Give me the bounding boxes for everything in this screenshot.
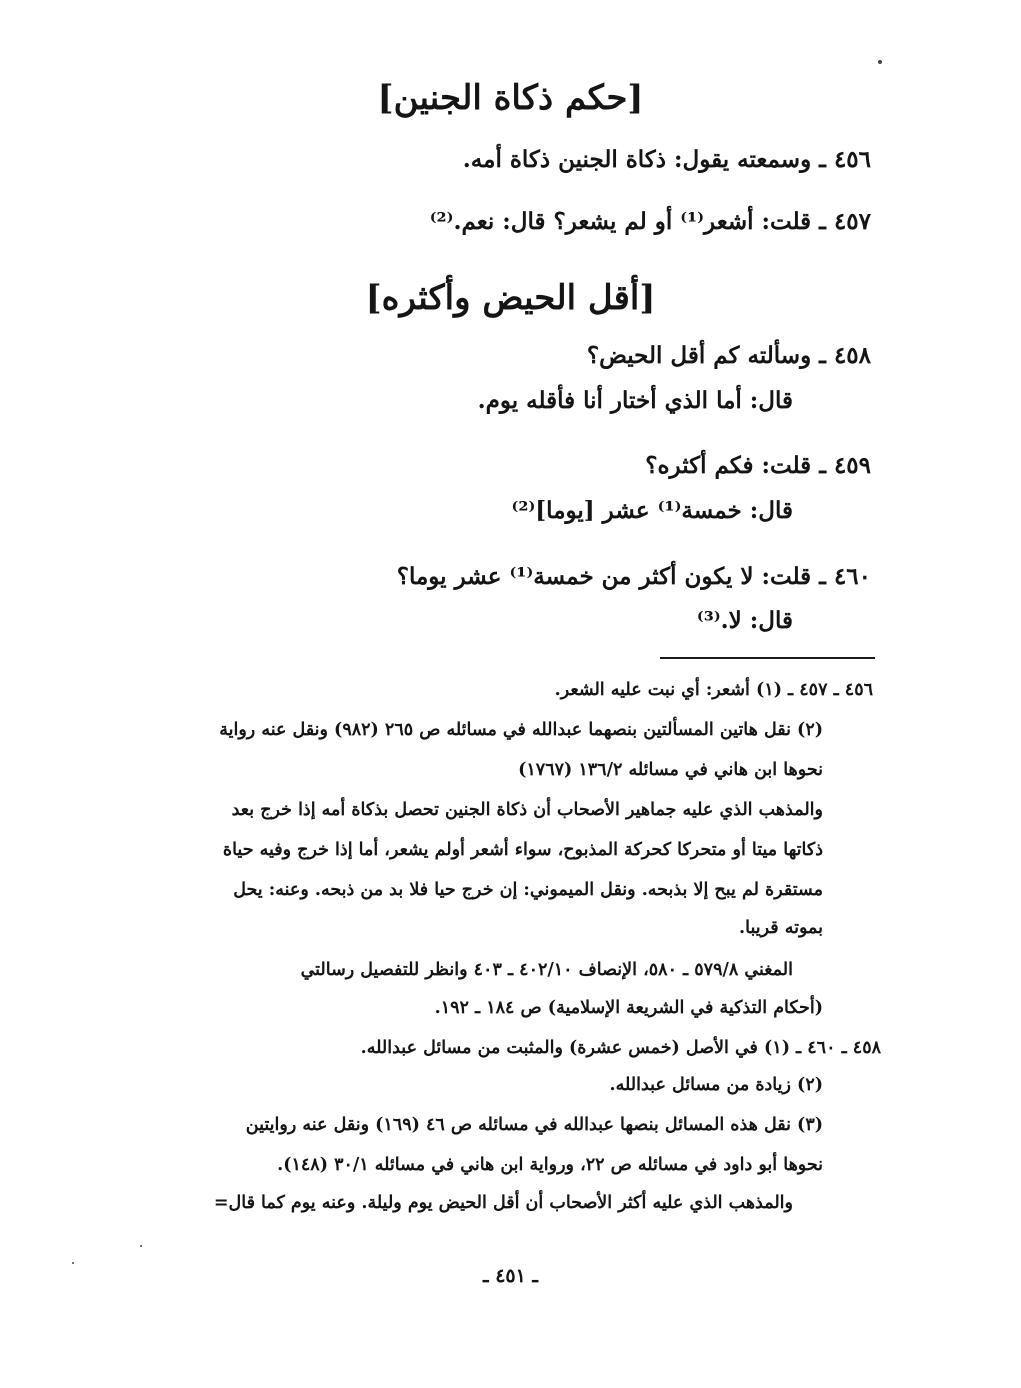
footnote-separator [660,657,875,659]
item-456: ٤٥٦ ـ وسمعته يقول: ذكاة الجنين ذكاة أمه. [462,146,871,173]
item-459-question: ٤٥٩ ـ قلت: فكم أكثره؟ [645,452,871,479]
item-458-answer: قال: أما الذي أختار أنا فأقله يوم. [477,387,793,414]
footnote-line: (٣) نقل هذه المسائل بنصها عبدالله في مسائله ص ٤٦ (١٦٩) ونقل عنه روايتين [245,1115,823,1135]
footnote-line: المغني ٥٧٩/٨ ـ ٥٨٠، الإنصاف ٤٠٢/١٠ ـ ٤٠٣ وانظر للتفصيل رسالتي [300,960,793,980]
footnote-line: ذكاتها ميتا أو متحركا كحركة المذبوح، سواء أشعر أولم يشعر، أما إذا خرج وفيه حياة [222,840,823,860]
scan-speck [72,1262,74,1264]
section-heading-fetus-slaughter: [حكم ذكاة الجنين] [377,78,644,118]
footnote-line: نحوها ابن هاني في مسائله ١٣٦/٢ (١٧٦٧) [518,760,823,780]
item-457: ٤٥٧ ـ قلت: أشعر⁽¹⁾ أو لم يشعر؟ قال: نعم.⁽²⁾ [429,208,871,235]
item-460-question: ٤٦٠ ـ قلت: لا يكون أكثر من خمسة⁽¹⁾ عشر يوما؟ [396,563,871,590]
footnote-line: والمذهب الذي عليه أكثر الأصحاب أن أقل الحيض يوم وليلة. وعنه يوم كما قال= [213,1193,793,1213]
footnote-line: نحوها أبو داود في مسائله ص ٢٢، ورواية ابن هاني في مسائله ٣٠/١ (١٤٨). [277,1155,823,1175]
footnote-line: (أحكام التذكية في الشريعة الإسلامية) ص ١٨٤ ـ ١٩٢. [434,998,823,1018]
footnote-line: ٤٥٦ ـ ٤٥٧ ـ (١) أشعر: أي نبت عليه الشعر. [554,680,873,700]
item-458-question: ٤٥٨ ـ وسألته كم أقل الحيض؟ [586,342,871,369]
item-459-answer: قال: خمسة⁽¹⁾ عشر [يوما]⁽²⁾ [511,497,793,524]
scan-speck [878,60,882,64]
page-number: ـ ٤٥١ ـ [483,1265,538,1287]
footnote-line: والمذهب الذي عليه جماهير الأصحاب أن ذكاة الجنين تحصل بذكاة أمه إذا خرج بعد [231,800,823,820]
footnote-line: ٤٥٨ ـ ٤٦٠ ـ (١) في الأصل (خمس عشرة) والمثبت من مسائل عبدالله. [360,1038,881,1058]
section-heading-menstruation: [أقل الحيض وأكثره] [365,278,656,318]
footnote-line: بموته قريبا. [739,918,823,938]
footnote-line: (٢) زيادة من مسائل عبدالله. [609,1075,823,1095]
item-460-answer: قال: لا.⁽³⁾ [696,607,793,634]
scan-speck [140,1245,142,1247]
footnote-line: مستقرة لم يبح إلا بذبحه. ونقل الميموني: إن خرج حيا فلا بد من ذبحه. وعنه: يحل [233,880,823,900]
footnote-line: (٢) نقل هاتين المسألتين بنصهما عبدالله في مسائله ص ٢٦٥ (٩٨٢) ونقل عنه رواية [219,720,823,740]
